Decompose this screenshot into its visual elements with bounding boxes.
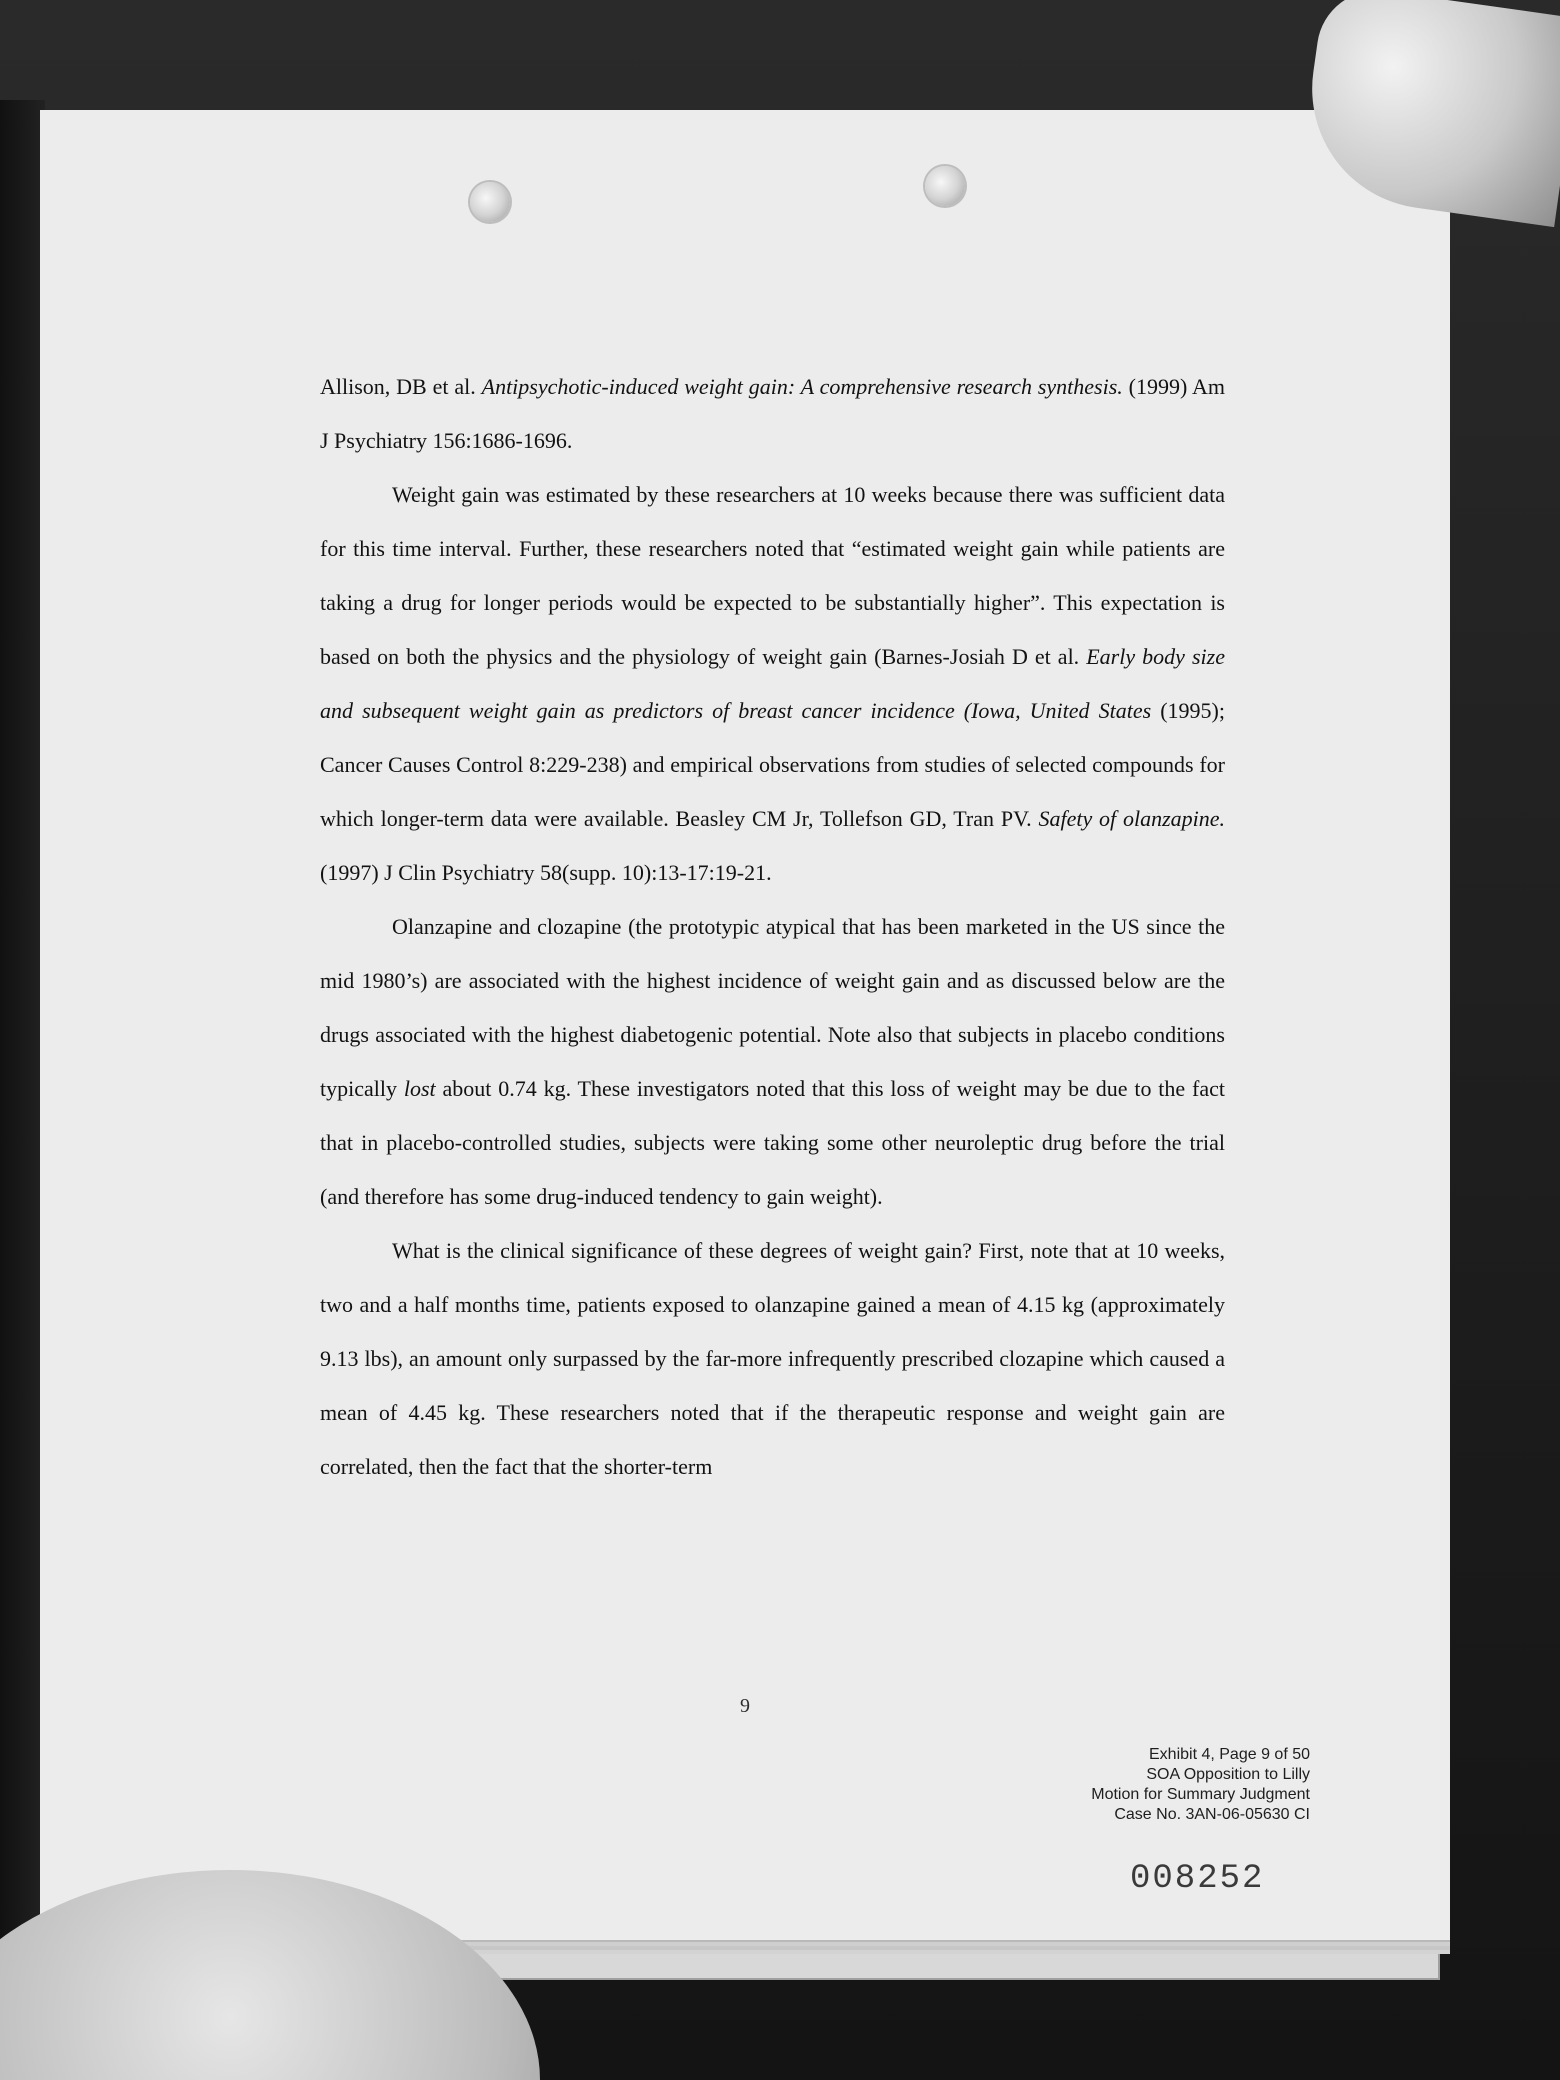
exhibit-line-1: Exhibit 4, Page 9 of 50 (1149, 1746, 1310, 1763)
p2-seg-3: (1995); Cancer Causes Control 8:229-238) and empirical observations from studies of selected compounds for which longer-term data were available. Beasley CM Jr, Tollefson GD, Tran PV. (320, 698, 1225, 831)
p2-seg-5: (1997) J Clin Psychiatry 58(supp. 10):13-17:19-21. (320, 860, 772, 885)
p3-seg-2: lost (403, 1076, 436, 1101)
p3-seg-3: about 0.74 kg. These investigators noted that this loss of weight may be due to the fact that in placebo-controlled studies, subjects were taking some other neuroleptic drug before the trial (and therefore has some drug-induced tendency to gain weight). (320, 1076, 1226, 1209)
p2-seg-4: Safety of olanzapine. (1038, 806, 1226, 831)
p1-seg-2: Antipsychotic-induced weight gain: A comprehensive research synthesis. (481, 374, 1123, 399)
paragraph-3 (320, 900, 1225, 1224)
p3-seg-1: Olanzapine and clozapine (the prototypic atypical that has been marketed in the US since the mid 1980’s) are associated with the highest incidence of weight gain and as discussed below are the drugs associated with the highest diabetogenic potential. Note also that subjects in placebo conditions typically (320, 914, 1225, 1101)
bates-number: 008252 (1130, 1860, 1265, 1898)
exhibit-line-3: Motion for Summary Judgment (1091, 1786, 1310, 1803)
staple-hole-left (470, 182, 510, 222)
left-table-edge (0, 100, 45, 2000)
exhibit-line-2: SOA Opposition to Lilly (1146, 1766, 1310, 1783)
exhibit-line-4: Case No. 3AN-06-05630 CI (1114, 1806, 1310, 1823)
page-number: 9 (740, 1695, 750, 1717)
paragraph-4 (320, 1224, 1225, 1494)
document-body (320, 360, 1225, 1494)
p1-seg-3: (1999) Am J Psychiatry 156:1686-1696. (320, 374, 1225, 453)
paragraph-1 (320, 360, 1225, 468)
exhibit-stamp (900, 1745, 1310, 1825)
p2-seg-2: Early body size and subsequent weight gain as predictors of breast cancer incidence (Iowa, United States (320, 644, 1225, 723)
p1-seg-1: Allison, DB et al. (320, 374, 482, 399)
p2-seg-1: Weight gain was estimated by these researchers at 10 weeks because there was sufficient data for this time interval. Further, these researchers noted that “estimated weight gain while patients are taking a drug for longer periods would be expected to be substantially higher”. This expectation is based on both the physics and the physiology of weight gain (Barnes-Josiah D et al. (320, 482, 1225, 669)
document-page (40, 110, 1450, 1940)
staple-hole-right (925, 166, 965, 206)
p4-seg-1: What is the clinical significance of these degrees of weight gain? First, note that at 10 weeks, two and a half months time, patients exposed to olanzapine gained a mean of 4.15 kg (approximately 9.13 lbs), an amount only surpassed by the far-more infrequently prescribed clozapine which caused a mean of 4.45 kg. These researchers noted that if the therapeutic response and weight gain are correlated, then the fact that the shorter-term (320, 1238, 1225, 1479)
paragraph-2 (320, 468, 1225, 900)
